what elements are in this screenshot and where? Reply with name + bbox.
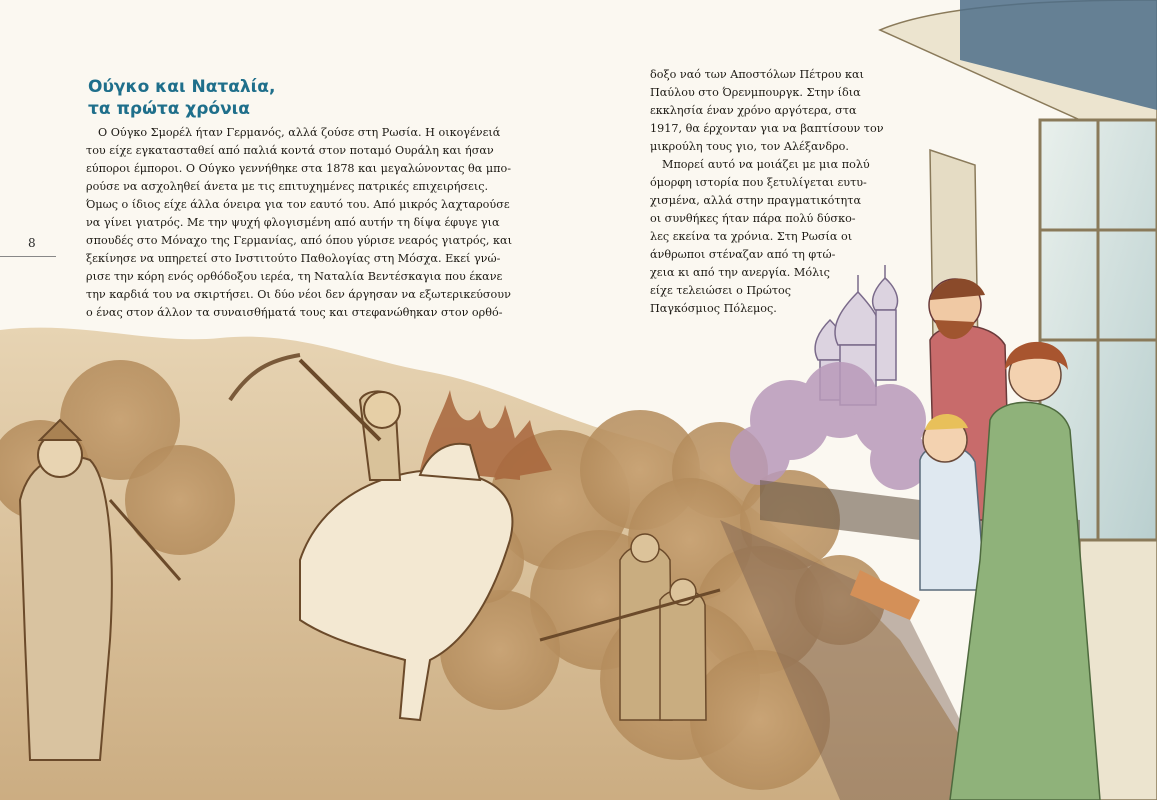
text-line: εύποροι έμποροι. Ο Ούγκο γεννήθηκε στα 1878 και μεγαλώνοντας θα μπο- (86, 162, 512, 175)
lilac-trees (730, 362, 930, 490)
text-line: να γίνει γιατρός. Με την ψυχή φλογισμένη από αυτήν τη δίψα έφυγε για (86, 216, 500, 229)
text-line: 1917, θα έρχονταν για να βαπτίσουν τον (650, 122, 884, 135)
text-line: Όμως ο ίδιος είχε άλλα όνειρα για τον εαυτό του. Από μικρός λαχταρούσε (86, 198, 510, 211)
text-line: Μπορεί αυτό να μοιάζει με μια πολύ (662, 158, 870, 171)
text-line: οι συνθήκες ήταν πάρα πολύ δύσκο- (650, 212, 856, 225)
text-line: την καρδιά του να σκιρτήσει. Οι δύο νέοι δεν άργησαν να εξωτερικεύσουν (86, 288, 511, 301)
text-line: δοξο ναό των Αποστόλων Πέτρου και (650, 68, 864, 81)
text-line: χισμένα, αλλά στην πραγματικότητα (650, 194, 862, 207)
text-line: Παγκόσμιος Πόλεμος. (650, 302, 777, 315)
page-number-rule (0, 256, 56, 257)
text-line: λες εκείνα τα χρόνια. Στη Ρωσία οι (650, 230, 853, 243)
text-line: του είχε εγκατασταθεί από παλιά κοντά στον ποταμό Ουράλη και ήσαν (86, 144, 494, 157)
heading-line-2: τα πρώτα χρόνια (88, 99, 250, 119)
text-line: μικρούλη τους γιο, τον Αλέξανδρο. (650, 140, 849, 153)
text-line: όμορφη ιστορία που ξετυλίγεται ευτυ- (650, 176, 867, 189)
text-line: Ο Ούγκο Σμορέλ ήταν Γερμανός, αλλά ζούσε στη Ρωσία. Η οικογένειά (98, 126, 501, 139)
chapter-heading (88, 76, 388, 120)
left-text-column (86, 124, 512, 322)
right-text-column (650, 66, 884, 318)
text-line: ρούσε να ασχοληθεί άνετα με τις επιτυχημένες πατρικές επιχειρήσεις. (86, 180, 489, 193)
text-line: εκκλησία έναν χρόνο αργότερα, στα (650, 104, 857, 117)
boy-figure (920, 445, 985, 590)
text-line: ξεκίνησε να υπηρετεί στο Ινστιτούτο Παθολογίας στη Μόσχα. Εκεί γνώ- (86, 252, 501, 265)
text-line: είχε τελειώσει ο Πρώτος (650, 284, 792, 297)
text-line: άνθρωποι στέναζαν από τη φτώ- (650, 248, 836, 261)
text-line: χεια κι από την ανεργία. Μόλις (650, 266, 830, 279)
heading-line-1: Ούγκο και Ναταλία, (88, 77, 276, 97)
text-line: ρισε την κόρη ενός ορθόδοξου ιερέα, τη Ναταλία Βεντέσκαγια που έκανε (86, 270, 503, 283)
page-number: 8 (28, 236, 36, 250)
text-line: Παύλου στο Όρενμπουργκ. Στην ίδια (650, 86, 861, 99)
text-line: ο ένας στον άλλον τα συναισθήματά τους και στεφανώθηκαν στον ορθό- (86, 306, 503, 319)
text-line: σπουδές στο Μόναχο της Γερμανίας, από όπου γύρισε νεαρός γιατρός, και (86, 234, 512, 247)
